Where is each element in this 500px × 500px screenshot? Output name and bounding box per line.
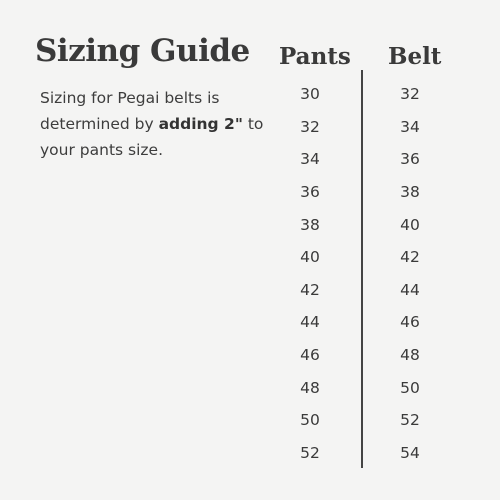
belt-size-cell: 34 — [400, 117, 420, 136]
belt-size-cell: 42 — [400, 248, 420, 267]
pants-size-column — [280, 78, 340, 469]
belt-size-cell: 36 — [400, 150, 420, 169]
belt-size-cell: 40 — [400, 215, 420, 234]
pants-size-cell: 42 — [300, 280, 320, 299]
description-text-end: to your pants size. — [40, 115, 264, 159]
belt-size-cell: 54 — [400, 443, 420, 462]
belt-size-cell: 50 — [400, 378, 420, 397]
pants-size-cell: 34 — [300, 150, 320, 169]
pants-size-cell: 30 — [300, 85, 320, 104]
pants-size-cell: 36 — [300, 183, 320, 202]
belt-size-cell: 38 — [400, 183, 420, 202]
belt-size-cell: 46 — [400, 313, 420, 332]
pants-column-header: Pants — [279, 43, 351, 70]
page-title: Sizing Guide — [35, 33, 250, 69]
pants-size-cell: 48 — [300, 378, 320, 397]
belt-size-cell: 48 — [400, 346, 420, 365]
sizing-description — [40, 85, 270, 163]
pants-size-cell: 38 — [300, 215, 320, 234]
description-emphasis: adding 2" — [158, 115, 243, 133]
pants-size-cell: 46 — [300, 346, 320, 365]
pants-size-cell: 50 — [300, 411, 320, 430]
pants-size-cell: 44 — [300, 313, 320, 332]
description-text-start: Sizing for Pegai belts is determined by — [40, 89, 220, 133]
pants-size-cell: 40 — [300, 248, 320, 267]
pants-size-cell: 32 — [300, 117, 320, 136]
belt-size-cell: 52 — [400, 411, 420, 430]
belt-column-header: Belt — [388, 43, 442, 70]
column-divider — [361, 70, 363, 468]
belt-size-column — [380, 78, 440, 469]
belt-size-cell: 32 — [400, 85, 420, 104]
belt-size-cell: 44 — [400, 280, 420, 299]
pants-size-cell: 52 — [300, 443, 320, 462]
